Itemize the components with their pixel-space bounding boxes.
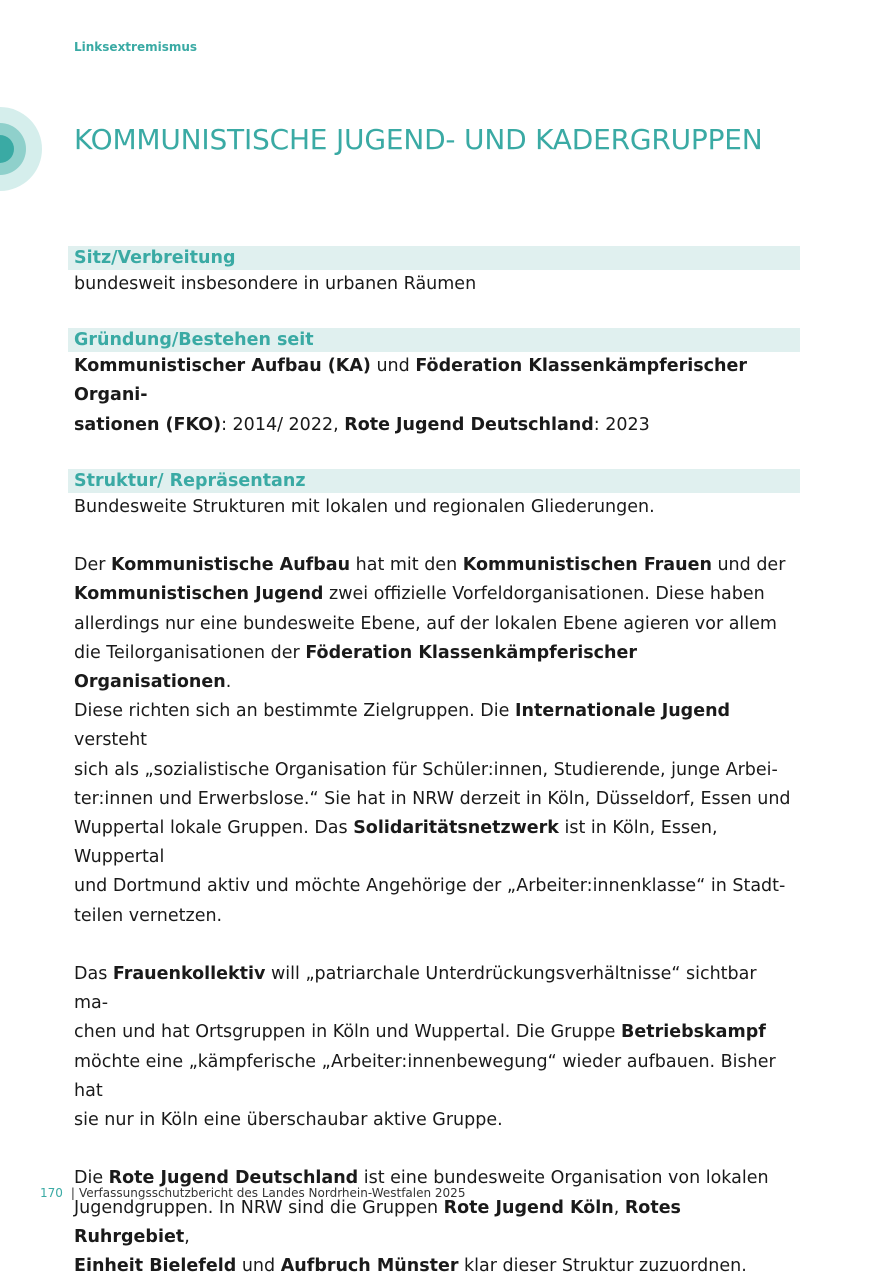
bold-term: Föderation Klassenkämpferischer Organisationen <box>74 642 637 693</box>
bold-term: Kommunistischen Jugend <box>74 584 324 605</box>
text-run: Das <box>74 964 113 985</box>
section-body-sitz <box>68 270 800 299</box>
text-run: zwei offizielle Vorfeldorganisationen. Diese haben <box>323 584 765 605</box>
text-run: versteht <box>74 730 148 751</box>
text-run: ter:innen und Erwerbslose.“ Sie hat in NRW derzeit in Köln, Düsseldorf, Essen und <box>74 788 791 809</box>
page-title: KOMMUNISTISCHE JUGEND- UND KADERGRUPPEN <box>74 123 763 156</box>
bold-term: Solidaritätsnetzwerk <box>353 818 559 839</box>
text-run: : 2014/ 2022, <box>221 414 345 435</box>
page-number: 170 <box>40 1186 63 1200</box>
text-run: , <box>184 1226 190 1247</box>
text-run: allerdings nur eine bundesweite Ebene, auf der lokalen Ebene agieren vor allem <box>74 613 777 634</box>
text-run: hat mit den <box>350 555 463 576</box>
bold-term: Einheit Bielefeld <box>74 1256 237 1277</box>
struktur-paragraph-2 <box>74 551 794 931</box>
bold-term: Betriebskampf <box>621 1022 766 1043</box>
text-run: die Teilorganisationen der <box>74 642 306 663</box>
text-run: : 2023 <box>593 414 650 435</box>
section-body-gruendung <box>68 352 800 440</box>
text-run: und der <box>711 555 786 576</box>
text-run: ist in Köln, Essen, Wuppertal <box>74 818 718 868</box>
section-heading-struktur: Struktur/ Repräsentanz <box>68 469 800 493</box>
text-run: Der <box>74 555 111 576</box>
section-heading-gruendung: Gründung/Bestehen seit <box>68 328 800 352</box>
footer-text: Verfassungsschutzbericht des Landes Nordrhein-Westfalen 2025 <box>78 1186 466 1200</box>
footer <box>40 1186 465 1200</box>
text-run: Die <box>74 1168 109 1189</box>
bold-term: Aufbruch Münster <box>280 1256 459 1277</box>
text-run: möchte eine „kämpferische „Arbeiter:innenbewegung“ wieder aufbauen. Bisher hat <box>74 1051 776 1101</box>
text-run: ist eine bundesweite Organisation von lokalen <box>358 1168 769 1189</box>
text-run: klar dieser Struktur zuzuordnen. <box>458 1256 747 1277</box>
struktur-paragraph-4 <box>74 1164 794 1281</box>
content <box>68 246 800 1281</box>
struktur-paragraph-1: Bundesweite Strukturen mit lokalen und regionalen Gliederungen. <box>74 496 655 517</box>
footer-separator: | <box>70 1186 75 1200</box>
text-run: teilen vernetzen. <box>74 905 223 926</box>
bold-term: Kommunistischen Frauen <box>462 555 712 576</box>
section-heading-sitz: Sitz/Verbreitung <box>68 246 800 270</box>
text-run: chen und hat Ortsgruppen in Köln und Wuppertal. Die Gruppe <box>74 1022 621 1043</box>
bold-term: Kommunistische Aufbau <box>111 555 351 576</box>
section-body-struktur <box>68 493 800 1281</box>
bold-term: Rote Jugend Deutschland <box>108 1168 359 1189</box>
circle-decoration <box>0 107 42 191</box>
gruendung-line-1 <box>74 352 794 410</box>
text-run: Jugendgruppen. In NRW sind die Gruppen <box>74 1197 444 1218</box>
struktur-paragraph-3 <box>74 960 794 1135</box>
bold-term: Rotes Ruhrgebiet <box>74 1197 681 1247</box>
org-name: Rote Jugend Deutschland <box>344 414 594 435</box>
bold-term: Frauenkollektiv <box>112 964 266 985</box>
org-name: sationen (FKO) <box>74 414 222 435</box>
text-run: sich als „sozialistische Organisation für Schüler:innen, Studierende, junge Arbei- <box>74 759 778 780</box>
text-run: . <box>225 672 232 693</box>
text-run: , <box>613 1197 625 1218</box>
org-name: Kommunistischer Aufbau (KA) <box>74 356 371 377</box>
gruendung-line-2 <box>74 411 794 440</box>
text-run: sie nur in Köln eine überschaubar aktive Gruppe. <box>74 1110 503 1131</box>
text-run: Wuppertal lokale Gruppen. Das <box>74 818 354 839</box>
text-run: will „patriarchale Unterdrückungsverhältnisse“ sichtbar ma- <box>74 964 757 1014</box>
sitz-text: bundesweit insbesondere in urbanen Räumen <box>74 274 477 294</box>
org-name: Föderation Klassenkämpferischer Organi- <box>74 356 747 406</box>
bold-term: Rote Jugend Köln <box>443 1197 614 1218</box>
text-run: und <box>236 1256 281 1277</box>
text-run: und <box>370 356 416 377</box>
bold-term: Internationale Jugend <box>514 701 731 722</box>
running-head: Linksextremismus <box>74 40 198 54</box>
text-run: Diese richten sich an bestimmte Zielgruppen. Die <box>74 701 515 722</box>
text-run: und Dortmund aktiv und möchte Angehörige der „Arbeiter:innenklasse“ in Stadt- <box>74 876 786 897</box>
